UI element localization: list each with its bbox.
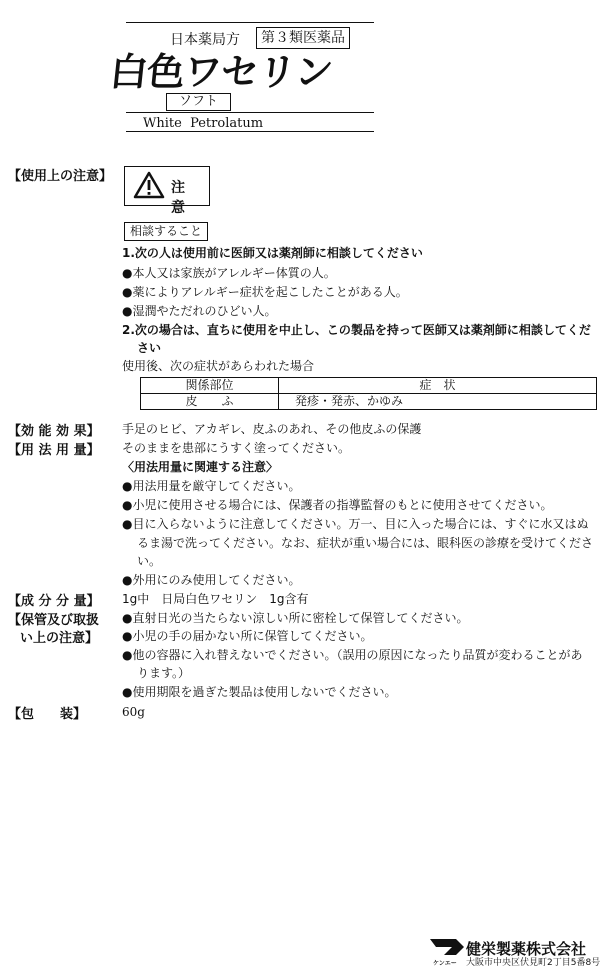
dosage-note-title: 〈用法用量に関連する注意〉 (122, 460, 279, 474)
list-item: ●用法用量を厳守してください。 (122, 479, 301, 493)
after-use-note: 使用後、次の症状があらわれた場合 (122, 359, 315, 373)
efficacy-label: 【効 能 効 果】 (8, 424, 100, 439)
caution-label: 注 意 (171, 180, 189, 216)
dosage-text: そのままを患部にうすく塗ってください。 (122, 441, 351, 455)
english-name: White Petrolatum (143, 116, 264, 131)
consult-label: 相談すること (124, 222, 208, 241)
storage-label-line1: 【保管及び取扱 (8, 613, 100, 628)
table-header-site: 関係部位 (141, 378, 279, 394)
precaution-item-2-line1: 2.次の場合は、直ちに使用を中止し、この製品を持って医師又は薬剤師に相談してくだ (122, 323, 591, 337)
table-row (141, 394, 597, 410)
list-item-continued: ります。） (137, 666, 191, 680)
table-row (141, 378, 597, 394)
caution-box (124, 166, 210, 216)
list-item: ●湿潤やただれのひどい人。 (122, 304, 277, 318)
table-cell-symptom: 発疹・発赤、かゆみ (279, 394, 597, 410)
header-top-rule (126, 22, 374, 23)
precaution-item-2-line2: さい (137, 341, 162, 355)
list-item: ●薬によりアレルギー症状を起こしたことがある人。 (122, 285, 408, 299)
precaution-item-1: 1.次の人は使用前に医師又は薬剤師に相談してください (122, 246, 423, 260)
list-item-continued: るま湯で洗ってください。なお、症状が重い場合には、眼科医の診療を受けてくださ (137, 536, 594, 550)
ingredients-label: 【成 分 分 量】 (8, 594, 100, 609)
package-text: 60g (122, 705, 145, 719)
list-item: ●使用期限を過ぎた製品は使用しないでください。 (122, 685, 397, 699)
list-item: ●小児の手の届かない所に保管してください。 (122, 629, 373, 643)
efficacy-text: 手足のヒビ、アカギレ、皮ふのあれ、その他皮ふの保護 (122, 422, 422, 436)
warning-triangle-icon (133, 171, 165, 199)
list-item-continued: い。 (137, 554, 162, 568)
package-label: 【包 装】 (8, 707, 87, 722)
table-header-symptom: 症 状 (279, 378, 597, 394)
company-address: 大阪市中央区伏見町2丁目5番8号 (466, 958, 600, 968)
table-cell-site: 皮 ふ (141, 394, 279, 410)
drug-category-badge: 第３類医薬品 (256, 27, 350, 49)
dosage-label: 【用 法 用 量】 (8, 443, 100, 458)
list-item: ●他の容器に入れ替えないでください。（誤用の原因になったり品質が変わることがあ (122, 648, 583, 662)
pharmacopoeia-label: 日本薬局方 (170, 32, 240, 48)
list-item: ●小児に使用させる場合には、保護者の指導監督のもとに使用させてください。 (122, 498, 553, 512)
storage-label-line2: い上の注意】 (20, 631, 99, 646)
symptom-table (140, 377, 597, 410)
header-bottom-rule (126, 131, 374, 132)
list-item: ●本人又は家族がアレルギー体質の人。 (122, 266, 336, 280)
header-mid-rule (126, 112, 374, 113)
list-item: ●外用にのみ使用してください。 (122, 573, 301, 587)
company-name: 健栄製薬株式会社 (466, 940, 587, 958)
product-title: 白色ワセリン (107, 50, 335, 94)
company-logo-icon (430, 937, 464, 959)
list-item: ●目に入らないように注意してください。万一、目に入った場合には、すぐに水又はぬ (122, 517, 589, 531)
brand-kana: ケンエー (433, 960, 457, 967)
variant-badge: ソフト (166, 93, 231, 111)
ingredients-text: 1g中 日局白色ワセリン 1g含有 (122, 592, 309, 606)
list-item: ●直射日光の当たらない涼しい所に密栓して保管してください。 (122, 611, 469, 625)
precautions-label: 【使用上の注意】 (8, 169, 113, 184)
